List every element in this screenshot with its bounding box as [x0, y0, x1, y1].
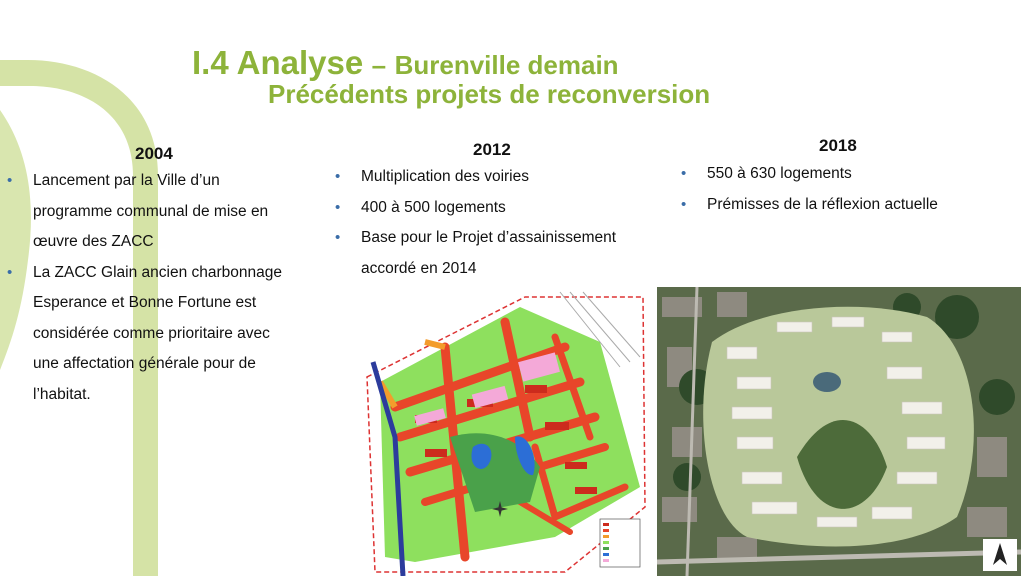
aerial-view-2018-image — [657, 287, 1021, 576]
list-item: • 400 à 500 logements — [335, 193, 650, 224]
title-sub: Burenville demain — [394, 50, 619, 80]
list-item: • Prémisses de la réflexion actuelle — [681, 190, 1001, 221]
masterplan-2012-image — [355, 287, 653, 576]
list-item: • 550 à 630 logements — [681, 159, 1001, 190]
list-item: • Base pour le Projet d’assainissement accordé en 2014 — [335, 223, 650, 284]
list-2004 — [7, 166, 297, 410]
list-2018 — [681, 159, 1001, 220]
page-title — [192, 44, 619, 82]
year-2018-heading: 2018 — [819, 136, 857, 155]
page-subtitle: Précédents projets de reconversion — [268, 79, 711, 109]
year-2012-heading: 2012 — [473, 140, 511, 159]
list-item: • La ZACC Glain ancien charbonnage Esperance et Bonne Fortune est considérée comme prioritaire avec une affectation générale pour de l’habitat. — [7, 258, 297, 411]
title-main: I.4 Analyse — [192, 44, 364, 81]
list-item: • Multiplication des voiries — [335, 162, 650, 193]
title-dash: – — [371, 50, 387, 80]
year-2004-heading: 2004 — [135, 144, 173, 163]
list-item: • Lancement par la Ville d’un programme communal de mise en œuvre des ZACC — [7, 166, 297, 258]
list-2012 — [335, 162, 650, 284]
